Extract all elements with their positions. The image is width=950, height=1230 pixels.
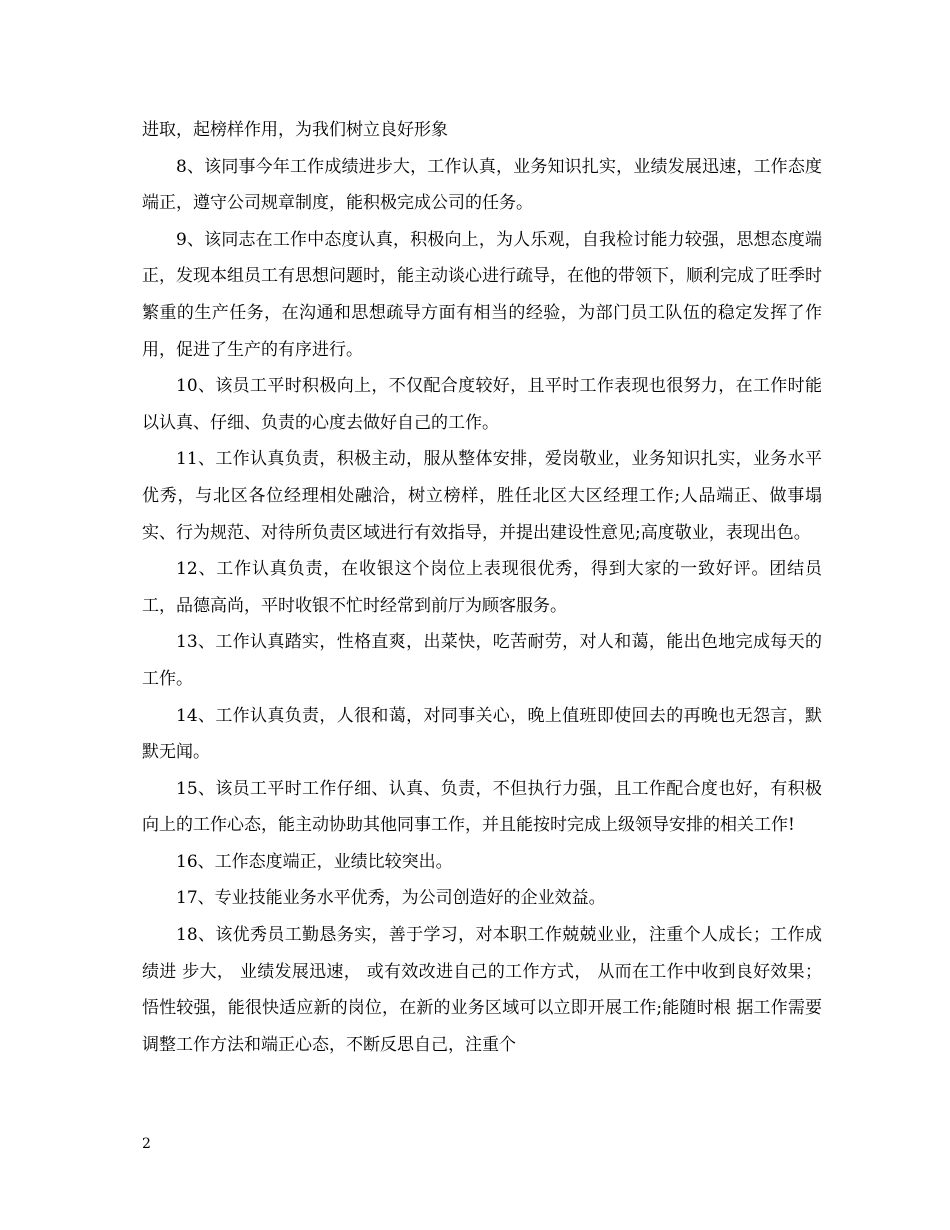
- paragraph-item-10: 10、该员工平时积极向上，不仅配合度较好，且平时工作表现也很努力，在工作时能以认真、仔细、负责的心度去做好自己的工作。: [142, 376, 822, 433]
- paragraph-item-9: 9、该同志在工作中态度认真，积极向上，为人乐观，自我检讨能力较强，思想态度端正，发现本组员工有思想问题时，能主动谈心进行疏导，在他的带领下，顺利完成了旺季时繁重的生产任务，在沟通和思想疏导方面有相当的经验，为部门员工队伍的稳定发挥了作用，促进了生产的有序进行。: [142, 229, 822, 360]
- paragraph-item-14: 14、工作认真负责，人很和蔼，对同事关心，晚上值班即使回去的再晚也无怨言，默默无闻。: [142, 705, 822, 763]
- paragraph-item-8: 8、该同事今年工作成绩进步大，工作认真，业务知识扎实，业绩发展迅速，工作态度端正，遵守公司规章制度，能积极完成公司的任务。: [142, 156, 822, 214]
- page-number: 2: [142, 1136, 151, 1152]
- paragraph-item-12: 12、工作认真负责，在收银这个岗位上表现很优秀，得到大家的一致好评。团结员工，品德高尚，平时收银不忙时经常到前厅为顾客服务。: [142, 559, 822, 616]
- paragraph-continuation: 进取，起榜样作用，为我们树立良好形象: [142, 120, 448, 140]
- paragraph-item-18: 18、该优秀员工勤恳务实，善于学习，对本职工作兢兢业业，注重个人成长；工作成绩进 步大， 业绩发展迅速， 或有效改进自己的工作方式， 从而在工作中收到良好效果；悟性较强，能很快适应新的岗位，在新的业务区域可以立即开展工作;能随时根 据工作需要调整工作方法和端正心态，不断反思自己，注重个: [142, 925, 822, 1055]
- paragraph-item-17: 17、专业技能业务水平优秀，为公司创造好的企业效益。: [176, 888, 606, 909]
- paragraph-item-15: 15、该员工平时工作仔细、认真、负责，不但执行力强，且工作配合度也好，有积极向上的工作心态，能主动协助其他同事工作，并且能按时完成上级领导安排的相关工作!: [142, 778, 822, 836]
- document-body: [142, 112, 822, 1063]
- paragraph-item-11: 11、工作认真负责，积极主动，服从整体安排，爱岗敬业，业务知识扎实，业务水平优秀，与北区各位经理相处融洽，树立榜样，胜任北区大区经理工作;人品端正、做事塌实、行为规范、对待所负责区域进行有效指导，并提出建设性意见;高度敬业，表现出色。: [142, 449, 822, 543]
- paragraph-item-16: 16、工作态度端正，业绩比较突出。: [176, 851, 453, 872]
- paragraph-item-13: 13、工作认真踏实，性格直爽，出菜快，吃苦耐劳，对人和蔼，能出色地完成每天的工作。: [142, 632, 822, 689]
